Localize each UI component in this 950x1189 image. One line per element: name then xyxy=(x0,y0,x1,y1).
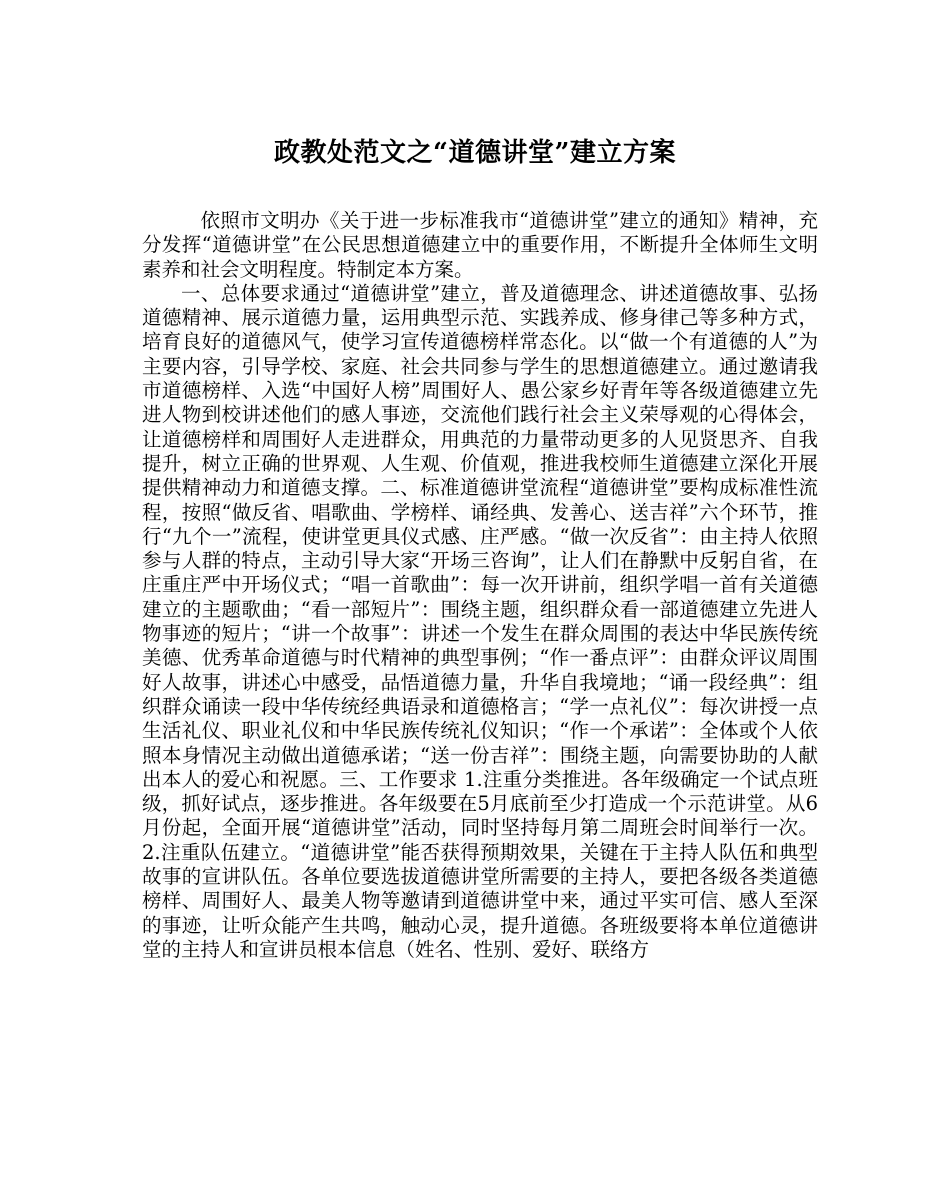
document-title: 政教处范文之“道德讲堂”建立方案 xyxy=(274,138,676,168)
paragraph-main: 一、总体要求通过“道德讲堂”建立，普及道德理念、讲述道德故事、弘扬道德精神、展示道德力量，运用典型示范、实践养成、修身律己等多种方式，培育良好的道德风气，使学习宣传道德榜样常态化。以“做一个有道德的人”为主要内容，引导学校、家庭、社会共同参与学生的思想道德建立。通过邀请我市道德榜样、入选“中国好人榜”周围好人、愚公家乡好青年等各级道德建立先进人物到校讲述他们的感人事迹，交流他们践行社会主义荣辱观的心得体会，让道德榜样和周围好人走进群众，用典范的力量带动更多的人见贤思齐、自我提升，树立正确的世界观、人生观、价值观，推进我校师生道德建立深化开展提供精神动力和道德支撑。二、标准道德讲堂流程“道德讲堂”要构成标准性流程，按照“做反省、唱歌曲、学榜样、诵经典、发善心、送吉祥”六个环节，推行“九个一”流程，使讲堂更具仪式感、庄严感。“做一次反省”：由主持人依照参与人群的特点，主动引导大家“开场三咨询”，让人们在静默中反躬自省，在庄重庄严中开场仪式；“唱一首歌曲”：每一次开讲前，组织学唱一首有关道德建立的主题歌曲；“看一部短片”：围绕主题，组织群众看一部道德建立先进人物事迹的短片；“讲一个故事”：讲述一个发生在群众周围的表达中华民族传统美德、优秀革命道德与时代精神的典型事例；“作一番点评”：由群众评议周围好人故事，讲述心中感受，品悟道德力量，升华自我境地；“诵一段经典”：组织群众诵读一段中华传统经典语录和道德格言；“学一点礼仪”：每次讲授一点生活礼仪、职业礼仪和中华民族传统礼仪知识；“作一个承诺”：全体或个人依照本身情况主动做出道德承诺；“送一份吉祥”：围绕主题，向需要协助的人献出本人的爱心和祝愿。三、工作要求 1.注重分类推进。各年级确定一个试点班级，抓好试点，逐步推进。各年级要在5月底前至少打造成一个示范讲堂。从6月份起，全面开展“道德讲堂”活动，同时坚持每月第二周班会时间举行一次。2.注重队伍建立。“道德讲堂”能否获得预期效果，关键在于主持人队伍和典型故事的宣讲队伍。各单位要选拔道德讲堂所需要的主持人，要把各级各类道德榜样、周围好人、最美人物等邀请到道德讲堂中来，通过平实可信、感人至深的事迹，让听众能产生共鸣，触动心灵，提升道德。各班级要将本单位道德讲堂的主持人和宣讲员根本信息（姓名、性别、爱好、联络方 xyxy=(142,281,818,961)
document-body xyxy=(142,209,818,962)
paragraph-intro: 依照市文明办《关于进一步标准我市“道德讲堂”建立的通知》精神，充分发挥“道德讲堂”在公民思想道德建立中的重要作用，不断提升全体师生文明素养和社会文明程度。特制定本方案。 xyxy=(142,209,818,281)
